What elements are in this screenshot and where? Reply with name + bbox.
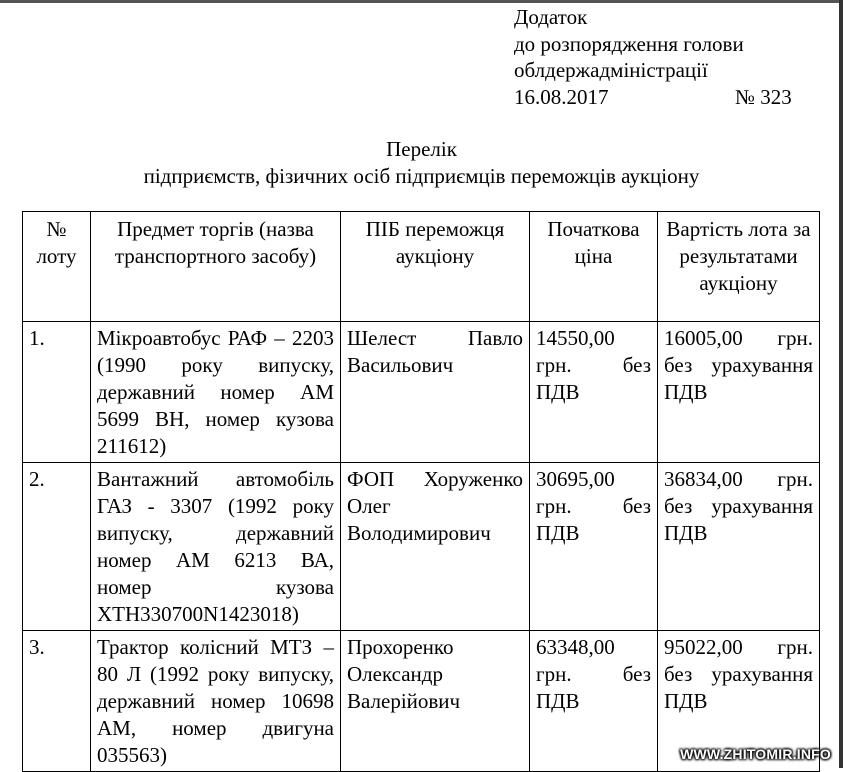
cell-final-price: 95022,00 грн. без урахування ПДВ [658,631,820,772]
cell-subject: Трактор колісний МТЗ – 80 Л (1992 року випуску, державний номер 10698 АМ, номер двигуна 035563) [91,631,341,772]
cell-final-price: 36834,00 грн. без урахування ПДВ [658,463,820,631]
document-subtitle: підприємств, фізичних осіб підприємців переможців аукціону [143,164,700,188]
cell-lot: 1. [23,322,91,463]
cell-start-price: 14550,00 грн. без ПДВ [530,322,658,463]
right-border [839,0,843,768]
table-row [23,322,820,463]
site-watermark: WWW.ZHITOMIR.INFO [680,746,831,762]
cell-lot: 2. [23,463,91,631]
header-winner: ПІБ переможця аукціону [341,212,530,322]
cell-winner: ФОП Хоруженко Олег Володимирович [341,463,530,631]
cell-subject: Мікроавтобус РАФ – 2203 (1990 року випуску, державний номер АМ 5699 ВН, номер кузова 211612) [91,322,341,463]
addendum-line2: до розпорядження голови [514,31,744,56]
addendum-date: 16.08.2017 [514,84,609,109]
lots-table [22,211,820,772]
cell-start-price: 30695,00 грн. без ПДВ [530,463,658,631]
header-lot-number: № лоту [23,212,91,322]
top-border [0,0,843,3]
addendum-block [514,4,814,110]
cell-winner: Прохоренко Олександр Валерійович [341,631,530,772]
cell-winner: Шелест Павло Васильович [341,322,530,463]
table-row [23,463,820,631]
table-header-row [23,212,820,322]
header-start-price: Початкова ціна [530,212,658,322]
addendum-number: № 323 [735,84,792,109]
cell-start-price: 63348,00 грн. без ПДВ [530,631,658,772]
document-title: Перелік [386,137,457,161]
addendum-line3: облдержадміністрації [514,58,708,82]
cell-final-price: 16005,00 грн. без урахування ПДВ [658,322,820,463]
addendum-line1: Додаток [514,5,588,29]
cell-lot: 3. [23,631,91,772]
cell-subject: Вантажний автомобіль ГАЗ - 3307 (1992 року випуску, державний номер АМ 6213 ВА, номер кузова XTH330700N1423018) [91,463,341,631]
addendum-date-row [514,84,814,111]
header-final-price: Вартість лота за результатами аукціону [658,212,820,322]
header-subject: Предмет торгів (назва транспортного засобу) [91,212,341,322]
